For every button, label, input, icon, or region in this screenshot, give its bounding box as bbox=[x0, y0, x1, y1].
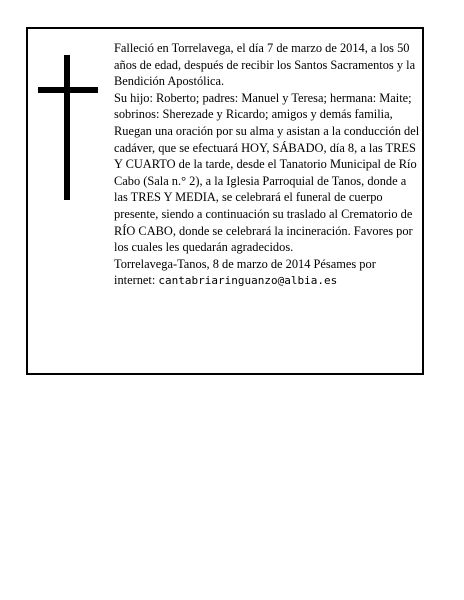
cross-vertical-bar bbox=[64, 55, 70, 200]
death-announcement: Falleció en Torrelavega, el día 7 de marzo de 2014, a los 50 años de edad, después de recibir los Santos Sacramentos y la Bendición Apostólica. bbox=[114, 41, 416, 89]
cross-horizontal-bar bbox=[38, 87, 98, 93]
condolence-email: cantabriaringuanzo@albia.es bbox=[158, 274, 338, 288]
family-list: Su hijo: Roberto; padres: Manuel y Teresa; hermana: Maite; sobrinos: Sherezade y Ricardo; amigos y demás familia, bbox=[114, 90, 412, 122]
funeral-details: Ruegan una oración por su alma y asistan a la conducción del cadáver, que se efectuará HOY, SÁBADO, día 8, a las TRES Y CUARTO de la tarde, desde el Tanatorio Municipal de Río Cabo (Sala n.° 2), a la Iglesia Parroquial de Tanos, donde a las TRES Y MEDIA, se celebrará el funeral de cuerpo presente, siendo a continuación su traslado al Crematorio de RÍO CABO, donde se celebrará la incineración. Favores por los cuales les quedarán agradecidos. bbox=[114, 123, 420, 255]
obituary-notice bbox=[26, 27, 424, 375]
closing-place-date: Torrelavega-Tanos, 8 de marzo de 2014 Pésames por internet: bbox=[114, 256, 376, 288]
cross-icon bbox=[38, 55, 98, 200]
closing-line bbox=[114, 256, 420, 290]
obituary-text bbox=[114, 40, 420, 290]
